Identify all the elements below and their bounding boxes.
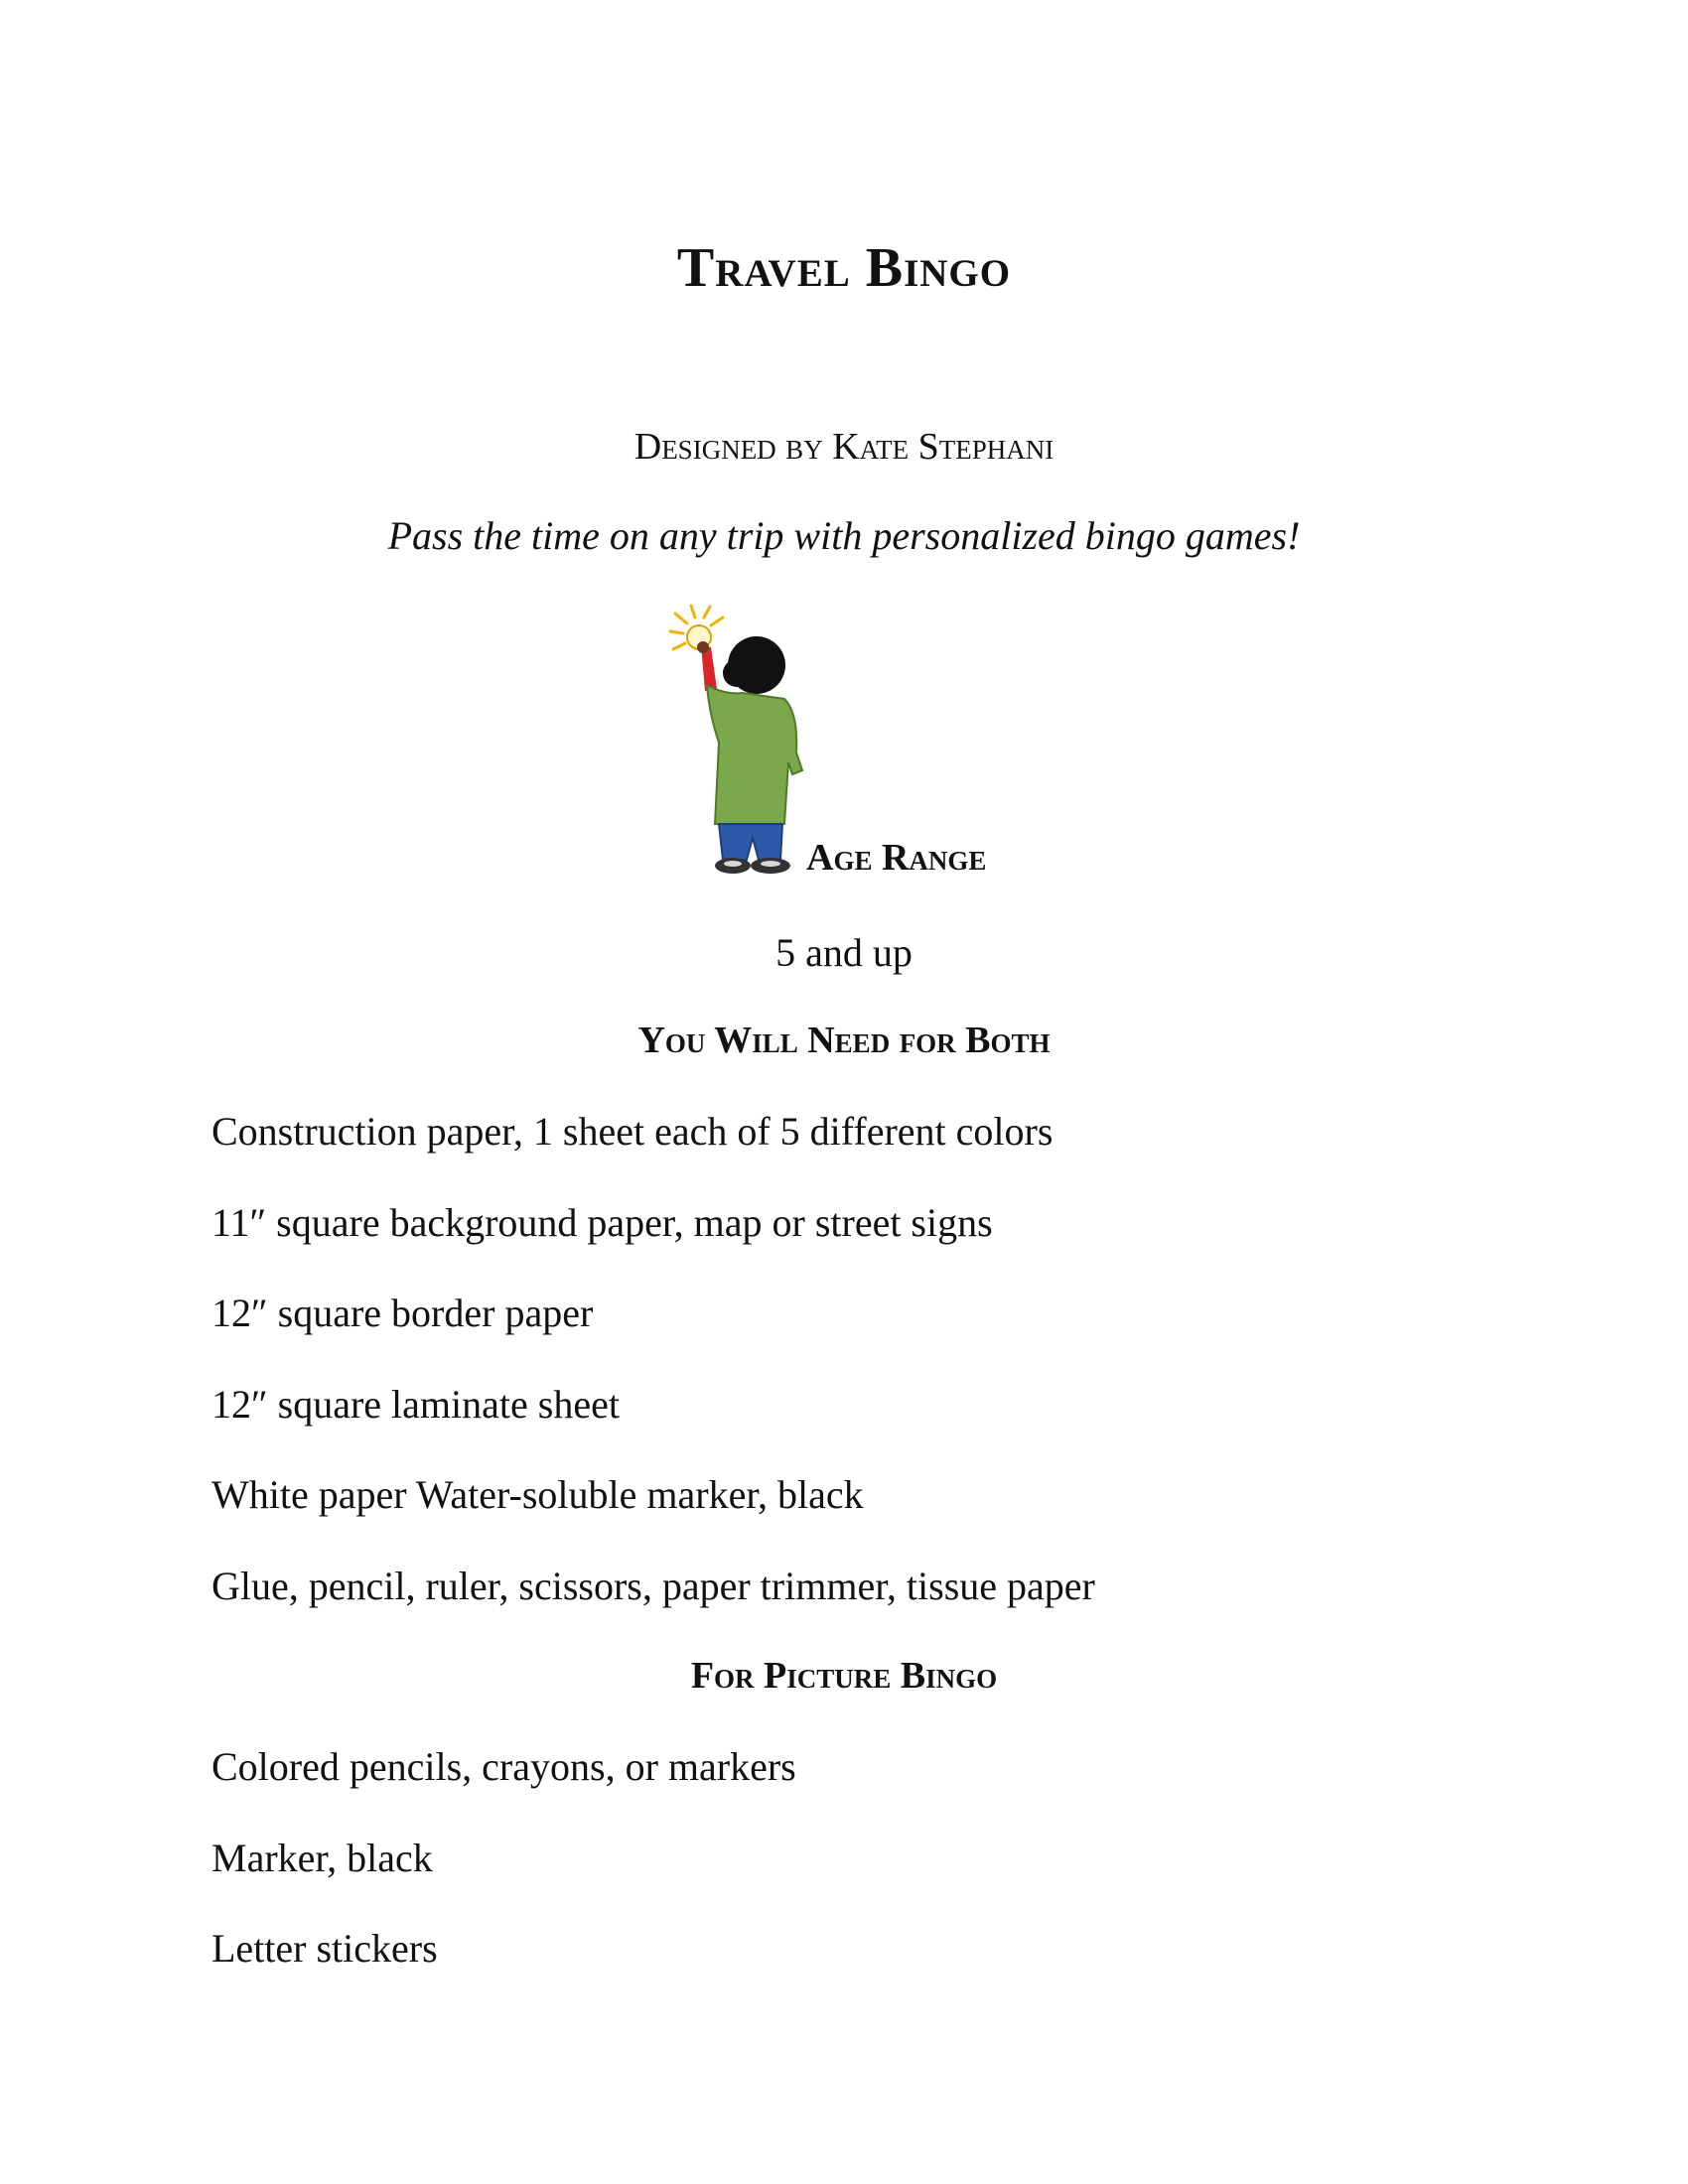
- list-item: Colored pencils, crayons, or markers: [211, 1744, 796, 1789]
- list-item: Marker, black: [211, 1835, 433, 1880]
- age-range-heading: Age Range: [806, 837, 987, 879]
- list-item: Glue, pencil, ruler, scissors, paper trimmer, tissue paper: [211, 1563, 1095, 1608]
- list-item: 11″ square background paper, map or street signs: [211, 1199, 993, 1245]
- list-item: White paper Water-soluble marker, black: [211, 1472, 864, 1518]
- section-heading-picture-bingo: For Picture Bingo: [690, 1655, 998, 1697]
- list-item: Construction paper, 1 sheet each of 5 different colors: [211, 1109, 1054, 1154]
- tagline: Pass the time on any trip with personalized bingo games!: [387, 513, 1301, 558]
- supply-list-picture-bingo: [211, 1743, 796, 2016]
- author-byline: Designed by Kate Stephani: [633, 426, 1055, 468]
- child-holding-lightbulb-icon: [667, 604, 811, 882]
- age-range-value: 5 and up: [775, 930, 913, 975]
- supply-list-both: [211, 1108, 1095, 1654]
- document-title: Travel Bingo: [676, 237, 1012, 299]
- list-item: 12″ square laminate sheet: [211, 1381, 620, 1427]
- list-item: 12″ square border paper: [211, 1291, 594, 1336]
- section-heading-both: You Will Need for Both: [637, 1020, 1051, 1061]
- list-item: Letter stickers: [211, 1926, 438, 1972]
